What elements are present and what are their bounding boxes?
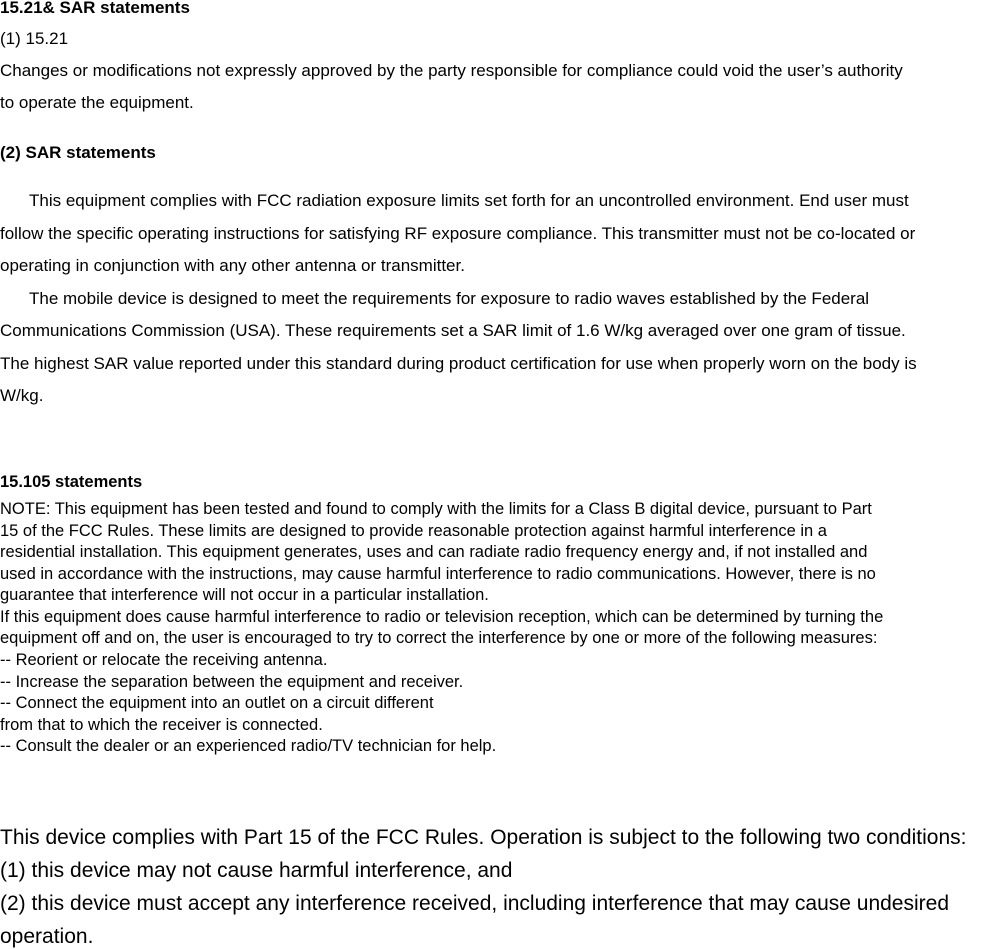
measures-intro-line: If this equipment does cause harmful interference to radio or television reception, which can be determined by turning the	[0, 608, 884, 626]
paragraph-line: The highest SAR value reported under this standard during product certification for use when properly worn on the body is	[0, 354, 917, 373]
paragraph-line: This equipment complies with FCC radiation exposure limits set forth for an uncontrolled environment. End user must	[29, 191, 909, 210]
measure-item: -- Connect the equipment into an outlet on a circuit different	[0, 694, 434, 712]
note-line: NOTE: This equipment has been tested and found to comply with the limits for a Class B digital device, pursuant to Part	[0, 500, 872, 518]
section-heading: 15.105 statements	[0, 473, 143, 491]
paragraph-line: The mobile device is designed to meet the requirements for exposure to radio waves established by the Federal	[29, 289, 870, 308]
section-heading: 15.21& SAR statements	[0, 0, 190, 17]
condition-2: (2) this device must accept any interference received, including interference that may cause undesired	[0, 892, 949, 915]
condition-1: (1) this device may not cause harmful interference, and	[0, 859, 513, 882]
measure-item: -- Consult the dealer or an experienced radio/TV technician for help.	[0, 737, 497, 755]
note-line: 15 of the FCC Rules. These limits are designed to provide reasonable protection against harmful interference in a	[0, 522, 827, 540]
subheading-sar: (2) SAR statements	[0, 143, 156, 162]
measures-intro-line: equipment off and on, the user is encouraged to try to correct the interference by one or more of the following measures:	[0, 629, 878, 647]
paragraph-line: W/kg.	[0, 386, 44, 405]
measure-item: from that to which the receiver is connected.	[0, 716, 323, 734]
measure-item: -- Reorient or relocate the receiving antenna.	[0, 651, 328, 669]
paragraph-line: follow the specific operating instructions for satisfying RF exposure compliance. This transmitter must not be co-located or	[0, 224, 916, 243]
note-line: guarantee that interference will not occur in a particular installation.	[0, 586, 489, 604]
subheading-15-21: (1) 15.21	[0, 29, 69, 48]
paragraph-line: to operate the equipment.	[0, 93, 194, 112]
paragraph-line: Changes or modifications not expressly approved by the party responsible for compliance could void the user’s authority	[0, 61, 903, 80]
paragraph-line: Communications Commission (USA). These requirements set a SAR limit of 1.6 W/kg averaged over one gram of tissue.	[0, 321, 906, 340]
measure-item: -- Increase the separation between the equipment and receiver.	[0, 673, 464, 691]
paragraph-line: operating in conjunction with any other antenna or transmitter.	[0, 256, 465, 275]
note-line: residential installation. This equipment generates, uses and can radiate radio frequency energy and, if not installed and	[0, 543, 868, 561]
compliance-line: This device complies with Part 15 of the FCC Rules. Operation is subject to the following two conditions:	[0, 826, 967, 849]
note-line: used in accordance with the instructions, may cause harmful interference to radio communications. However, there is no	[0, 565, 876, 583]
condition-2-continued: operation.	[0, 925, 94, 948]
